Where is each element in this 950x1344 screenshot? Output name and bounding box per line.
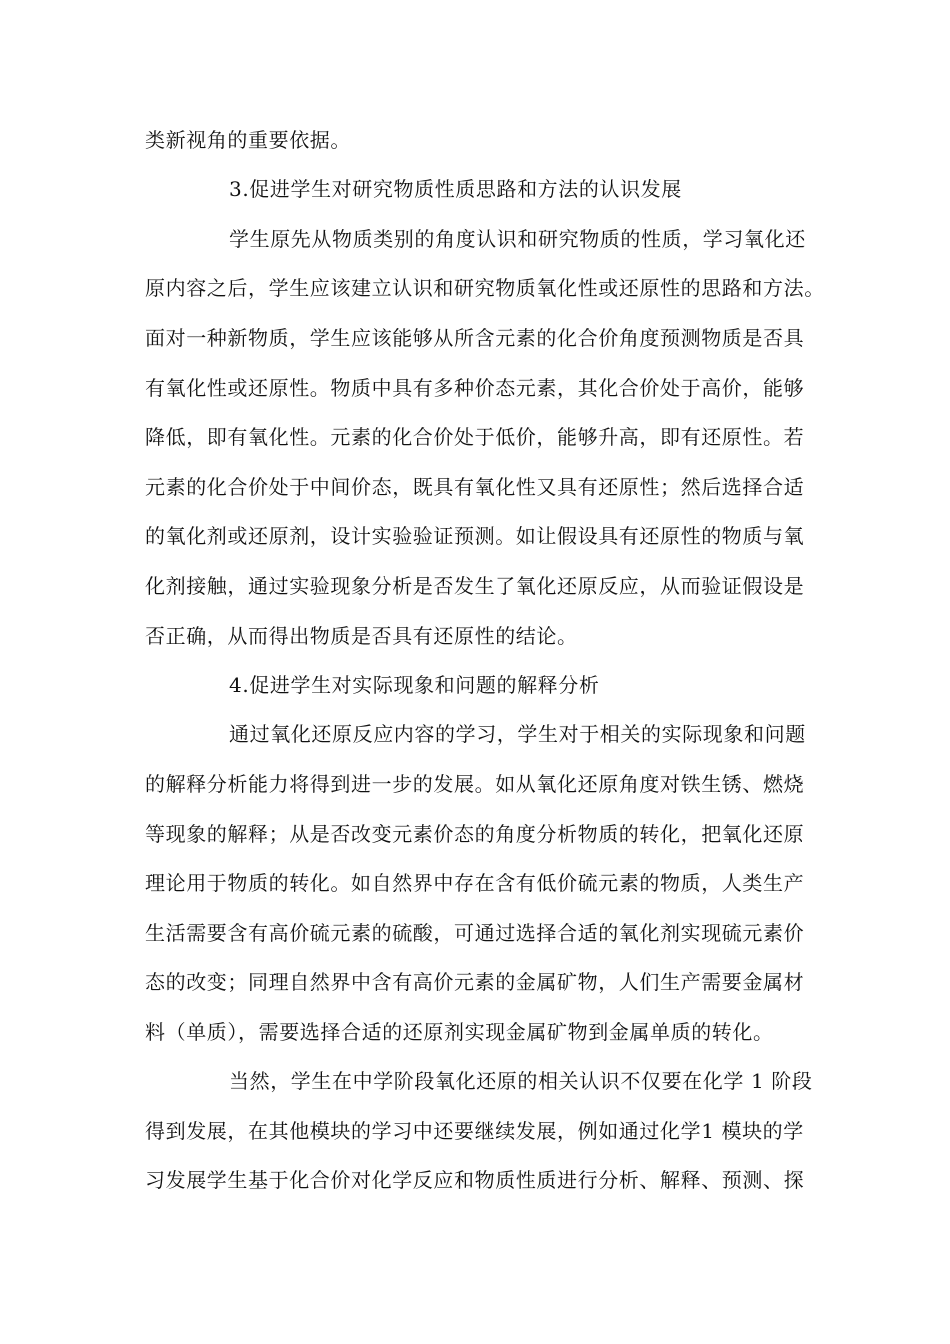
paragraph-line: 态的改变；同理自然界中含有高价元素的金属矿物，人们生产需要金属材 [145, 970, 805, 994]
paragraph-line: 类新视角的重要依据。 [145, 128, 351, 152]
section-heading-3: 3.促进学生对研究物质性质思路和方法的认识发展 [229, 177, 682, 201]
paragraph-line: 得到发展，在其他模块的学习中还要继续发展，例如通过化学1 模块的学 [145, 1119, 804, 1143]
paragraph-line: 学生原先从物质类别的角度认识和研究物质的性质，学习氧化还 [229, 227, 806, 251]
paragraph-line: 的氧化剂或还原剂，设计实验验证预测。如让假设具有还原性的物质与氧 [145, 524, 805, 548]
paragraph-line: 当然，学生在中学阶段氧化还原的相关认识不仅要在化学 1 阶段 [229, 1069, 813, 1093]
paragraph-line: 通过氧化还原反应内容的学习，学生对于相关的实际现象和问题 [229, 722, 806, 746]
paragraph-line: 元素的化合价处于中间价态，既具有氧化性又具有还原性；然后选择合适 [145, 475, 805, 499]
paragraph-line: 面对一种新物质，学生应该能够从所含元素的化合价角度预测物质是否具 [145, 326, 805, 350]
paragraph-line: 化剂接触，通过实验现象分析是否发生了氧化还原反应，从而验证假设是 [145, 574, 805, 598]
section-heading-4: 4.促进学生对实际现象和问题的解释分析 [229, 673, 600, 697]
paragraph-line: 料（单质），需要选择合适的还原剂实现金属矿物到金属单质的转化。 [145, 1020, 774, 1044]
paragraph-line: 习发展学生基于化合价对化学反应和物质性质进行分析、解释、预测、探 [145, 1168, 805, 1192]
paragraph-line: 生活需要含有高价硫元素的硫酸，可通过选择合适的氧化剂实现硫元素价 [145, 921, 805, 945]
paragraph-line: 等现象的解释；从是否改变元素价态的角度分析物质的转化，把氧化还原 [145, 822, 805, 846]
paragraph-line: 否正确，从而得出物质是否具有还原性的结论。 [145, 624, 578, 648]
paragraph-line: 的解释分析能力将得到进一步的发展。如从氧化还原角度对铁生锈、燃烧 [145, 772, 805, 796]
paragraph-line: 理论用于物质的转化。如自然界中存在含有低价硫元素的物质，人类生产 [145, 871, 805, 895]
paragraph-line: 降低，即有氧化性。元素的化合价处于低价，能够升高，即有还原性。若 [145, 425, 805, 449]
paragraph-line: 有氧化性或还原性。物质中具有多种价态元素，其化合价处于高价，能够 [145, 376, 805, 400]
paragraph-line: 原内容之后，学生应该建立认识和研究物质氧化性或还原性的思路和方法。 [145, 276, 825, 300]
